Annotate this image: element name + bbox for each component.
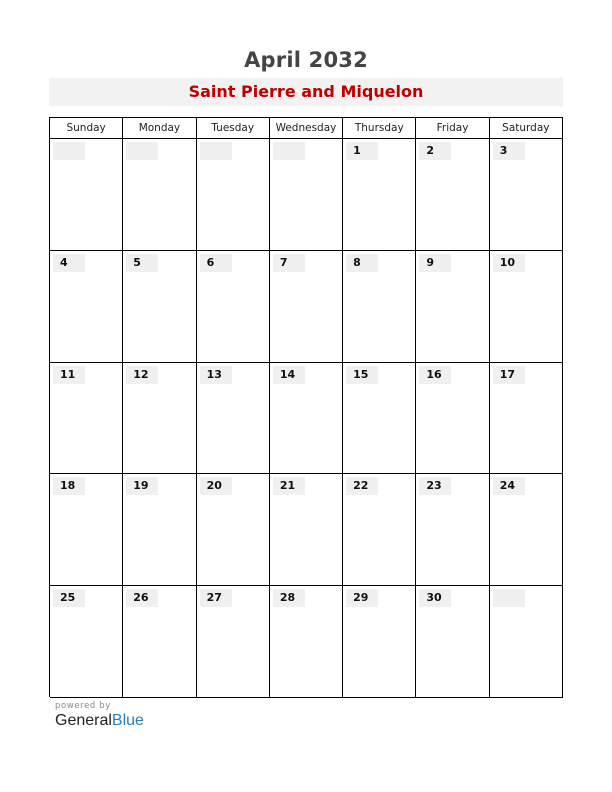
day-cell — [270, 474, 343, 585]
day-number: 22 — [346, 477, 378, 495]
brand-blue: Blue — [111, 712, 144, 729]
country-name: Saint Pierre and Miquelon — [188, 82, 424, 101]
day-cell — [123, 251, 196, 362]
day-cell — [416, 139, 489, 250]
day-number: 20 — [200, 477, 232, 495]
day-cell — [416, 363, 489, 474]
day-cell — [490, 363, 563, 474]
day-number: 30 — [419, 589, 451, 607]
weekday-wednesday: Wednesday — [270, 118, 343, 138]
day-cell — [123, 586, 196, 697]
page-title: April 2032 — [244, 48, 368, 72]
day-number: 1 — [346, 142, 378, 160]
day-cell — [123, 363, 196, 474]
day-number: 9 — [419, 254, 451, 272]
day-number: 10 — [493, 254, 525, 272]
day-number: 24 — [493, 477, 525, 495]
day-number: 11 — [53, 366, 85, 384]
day-number: 3 — [493, 142, 525, 160]
day-cell — [197, 139, 270, 250]
day-cell — [490, 474, 563, 585]
day-cell — [416, 474, 489, 585]
day-number: 18 — [53, 477, 85, 495]
day-cell — [343, 363, 416, 474]
day-number: 25 — [53, 589, 85, 607]
day-number: 15 — [346, 366, 378, 384]
day-cell — [50, 363, 123, 474]
day-number — [53, 142, 85, 160]
day-number: 8 — [346, 254, 378, 272]
brand-logo[interactable] — [55, 712, 144, 730]
weekday-header-row — [50, 118, 563, 139]
day-number — [200, 142, 232, 160]
day-number — [126, 142, 158, 160]
weekday-monday: Monday — [123, 118, 196, 138]
day-number: 13 — [200, 366, 232, 384]
weekday-sunday: Sunday — [50, 118, 123, 138]
day-cell — [123, 139, 196, 250]
day-number: 16 — [419, 366, 451, 384]
day-cell — [416, 251, 489, 362]
day-cell — [270, 251, 343, 362]
calendar-grid — [49, 117, 563, 697]
day-cell — [343, 474, 416, 585]
day-number: 26 — [126, 589, 158, 607]
day-cell — [197, 586, 270, 697]
day-cell — [490, 139, 563, 250]
day-cell — [343, 586, 416, 697]
day-cell — [416, 586, 489, 697]
day-cell — [50, 251, 123, 362]
day-cell — [270, 139, 343, 250]
week-row-1 — [50, 139, 563, 251]
day-number: 4 — [53, 254, 85, 272]
weekday-tuesday: Tuesday — [197, 118, 270, 138]
weekday-friday: Friday — [416, 118, 489, 138]
powered-by-text: powered by — [55, 701, 111, 711]
footer-branding — [55, 701, 144, 730]
day-cell — [50, 139, 123, 250]
day-number — [493, 589, 525, 607]
day-number: 21 — [273, 477, 305, 495]
brand-general: General — [55, 712, 112, 729]
week-row-5 — [50, 586, 563, 698]
day-number: 12 — [126, 366, 158, 384]
day-number: 7 — [273, 254, 305, 272]
day-number: 6 — [200, 254, 232, 272]
day-cell — [197, 363, 270, 474]
day-number: 14 — [273, 366, 305, 384]
day-cell — [270, 363, 343, 474]
day-number: 17 — [493, 366, 525, 384]
day-number: 19 — [126, 477, 158, 495]
day-number — [273, 142, 305, 160]
day-cell — [197, 474, 270, 585]
day-cell — [343, 251, 416, 362]
weekday-saturday: Saturday — [490, 118, 563, 138]
week-row-4 — [50, 474, 563, 586]
day-cell — [270, 586, 343, 697]
week-row-2 — [50, 251, 563, 363]
weekday-thursday: Thursday — [343, 118, 416, 138]
day-cell — [197, 251, 270, 362]
country-banner — [49, 78, 563, 106]
day-cell — [343, 139, 416, 250]
day-cell — [50, 474, 123, 585]
day-cell — [123, 474, 196, 585]
day-number: 23 — [419, 477, 451, 495]
day-cell — [490, 586, 563, 697]
day-number: 28 — [273, 589, 305, 607]
day-number: 5 — [126, 254, 158, 272]
day-cell — [490, 251, 563, 362]
day-cell — [50, 586, 123, 697]
day-number: 29 — [346, 589, 378, 607]
day-number: 27 — [200, 589, 232, 607]
day-number: 2 — [419, 142, 451, 160]
week-row-3 — [50, 363, 563, 475]
